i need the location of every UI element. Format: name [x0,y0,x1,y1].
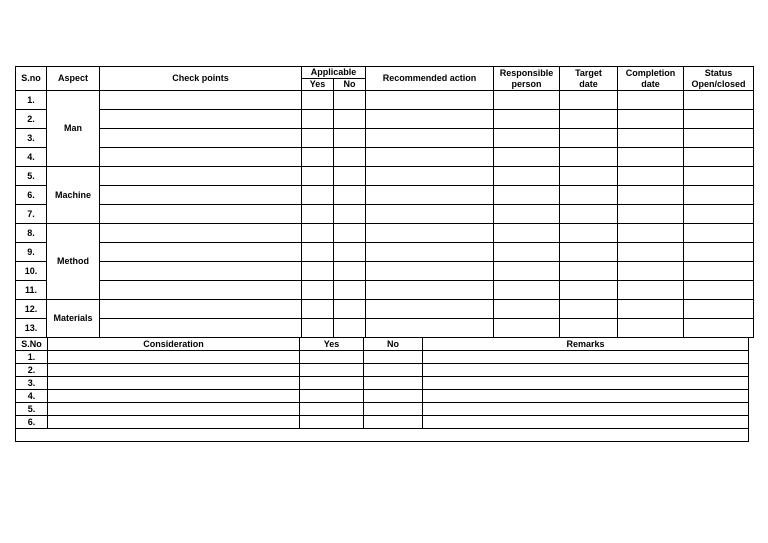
applicable-yes-cell[interactable] [302,262,334,281]
applicable-no-cell[interactable] [334,129,366,148]
consideration-cell[interactable] [48,377,300,390]
check-point-cell[interactable] [100,205,302,224]
completion-date-cell[interactable] [618,224,684,243]
responsible-person-cell[interactable] [494,205,560,224]
row-number: 9. [16,243,47,262]
checklist-table [15,66,754,338]
checklist-row [16,224,754,243]
no-cell[interactable] [364,416,423,429]
applicable-yes-cell[interactable] [302,205,334,224]
checklist-row [16,129,754,148]
recommended-action-cell[interactable] [366,186,494,205]
check-point-cell[interactable] [100,91,302,110]
completion-date-cell[interactable] [618,300,684,319]
status-cell[interactable] [684,91,754,110]
yes-cell[interactable] [300,351,364,364]
target-date-cell[interactable] [560,167,618,186]
consider-header-no: No [364,338,423,351]
yes-cell[interactable] [300,403,364,416]
checklist-row [16,300,754,319]
applicable-yes-cell[interactable] [302,243,334,262]
status-cell[interactable] [684,148,754,167]
checklist-row [16,262,754,281]
consider-header-remarks: Remarks [423,338,749,351]
status-cell[interactable] [684,167,754,186]
footer-cell[interactable] [16,429,749,442]
row-number: 7. [16,205,47,224]
status-cell[interactable] [684,319,754,338]
check-point-cell[interactable] [100,319,302,338]
yes-cell[interactable] [300,390,364,403]
applicable-yes-cell[interactable] [302,129,334,148]
check-point-cell[interactable] [100,243,302,262]
remarks-cell[interactable] [423,390,749,403]
row-number: 4. [16,148,47,167]
completion-date-cell[interactable] [618,91,684,110]
consideration-cell[interactable] [48,351,300,364]
remarks-cell[interactable] [423,364,749,377]
consideration-footer-row [16,429,749,442]
responsible-person-cell[interactable] [494,91,560,110]
consideration-row [16,364,749,377]
row-number: 3. [16,129,47,148]
responsible-person-cell[interactable] [494,129,560,148]
header-applicable-no: No [334,79,366,91]
applicable-no-cell[interactable] [334,91,366,110]
target-date-cell[interactable] [560,129,618,148]
recommended-action-cell[interactable] [366,91,494,110]
header-status-line1: Status [704,67,733,78]
completion-date-cell[interactable] [618,319,684,338]
remarks-cell[interactable] [423,403,749,416]
responsible-person-cell[interactable] [494,148,560,167]
row-number: 11. [16,281,47,300]
check-point-cell[interactable] [100,110,302,129]
target-date-cell[interactable] [560,205,618,224]
applicable-yes-cell[interactable] [302,281,334,300]
consideration-row [16,377,749,390]
recommended-action-cell[interactable] [366,300,494,319]
header-completion-date [618,67,684,91]
applicable-no-cell[interactable] [334,167,366,186]
target-date-cell[interactable] [560,186,618,205]
header-target-line2: date [579,78,598,89]
responsible-person-cell[interactable] [494,243,560,262]
aspect-cell: Machine [47,167,100,224]
completion-date-cell[interactable] [618,129,684,148]
status-cell[interactable] [684,110,754,129]
checklist-row [16,91,754,110]
checklist-row [16,319,754,338]
row-number: 5. [16,403,48,416]
completion-date-cell[interactable] [618,205,684,224]
target-date-cell[interactable] [560,300,618,319]
applicable-yes-cell[interactable] [302,319,334,338]
applicable-no-cell[interactable] [334,281,366,300]
row-number: 12. [16,300,47,319]
status-cell[interactable] [684,224,754,243]
aspect-cell: Materials [47,300,100,338]
header-target-line1: Target [575,67,602,78]
applicable-no-cell[interactable] [334,319,366,338]
target-date-cell[interactable] [560,224,618,243]
row-number: 2. [16,364,48,377]
applicable-yes-cell[interactable] [302,300,334,319]
check-point-cell[interactable] [100,129,302,148]
consider-header-consideration: Consideration [48,338,300,351]
header-responsible-person [494,67,560,91]
recommended-action-cell[interactable] [366,205,494,224]
no-cell[interactable] [364,390,423,403]
status-cell[interactable] [684,186,754,205]
applicable-yes-cell[interactable] [302,110,334,129]
status-cell[interactable] [684,205,754,224]
recommended-action-cell[interactable] [366,262,494,281]
responsible-person-cell[interactable] [494,281,560,300]
row-number: 6. [16,186,47,205]
row-number: 8. [16,224,47,243]
no-cell[interactable] [364,403,423,416]
no-cell[interactable] [364,377,423,390]
target-date-cell[interactable] [560,148,618,167]
checklist-row [16,167,754,186]
checklist-row [16,186,754,205]
header-check-points: Check points [100,67,302,91]
checklist-row [16,205,754,224]
no-cell[interactable] [364,351,423,364]
applicable-no-cell[interactable] [334,186,366,205]
checklist-body [16,91,754,338]
applicable-no-cell[interactable] [334,148,366,167]
consideration-row [16,403,749,416]
header-status-line2: Open/closed [691,78,746,89]
applicable-yes-cell[interactable] [302,186,334,205]
check-point-cell[interactable] [100,186,302,205]
header-recommended-action: Recommended action [366,67,494,91]
target-date-cell[interactable] [560,110,618,129]
consider-header-yes: Yes [300,338,364,351]
status-cell[interactable] [684,129,754,148]
header-applicable: Applicable [302,67,366,79]
check-point-cell[interactable] [100,148,302,167]
applicable-yes-cell[interactable] [302,148,334,167]
applicable-no-cell[interactable] [334,205,366,224]
header-sno: S.no [16,67,47,91]
checklist-row [16,281,754,300]
applicable-no-cell[interactable] [334,224,366,243]
completion-date-cell[interactable] [618,281,684,300]
responsible-person-cell[interactable] [494,300,560,319]
completion-date-cell[interactable] [618,186,684,205]
header-target-date [560,67,618,91]
check-point-cell[interactable] [100,224,302,243]
consideration-row [16,390,749,403]
applicable-yes-cell[interactable] [302,167,334,186]
header-responsible-line1: Responsible [499,67,554,78]
responsible-person-cell[interactable] [494,186,560,205]
row-number: 2. [16,110,47,129]
recommended-action-cell[interactable] [366,129,494,148]
responsible-person-cell[interactable] [494,110,560,129]
completion-date-cell[interactable] [618,110,684,129]
consideration-cell[interactable] [48,416,300,429]
consideration-row [16,416,749,429]
consideration-table [15,337,749,442]
check-point-cell[interactable] [100,262,302,281]
consideration-cell[interactable] [48,403,300,416]
target-date-cell[interactable] [560,281,618,300]
recommended-action-cell[interactable] [366,319,494,338]
aspect-cell: Method [47,224,100,300]
checklist-row [16,148,754,167]
responsible-person-cell[interactable] [494,319,560,338]
recommended-action-cell[interactable] [366,110,494,129]
check-point-cell[interactable] [100,281,302,300]
completion-date-cell[interactable] [618,243,684,262]
applicable-no-cell[interactable] [334,262,366,281]
recommended-action-cell[interactable] [366,167,494,186]
header-completion-line1: Completion [625,67,676,78]
row-number: 3. [16,377,48,390]
completion-date-cell[interactable] [618,148,684,167]
checklist-row [16,243,754,262]
consideration-row [16,351,749,364]
applicable-no-cell[interactable] [334,243,366,262]
status-cell[interactable] [684,262,754,281]
recommended-action-cell[interactable] [366,148,494,167]
row-number: 4. [16,390,48,403]
yes-cell[interactable] [300,364,364,377]
target-date-cell[interactable] [560,262,618,281]
no-cell[interactable] [364,364,423,377]
recommended-action-cell[interactable] [366,224,494,243]
responsible-person-cell[interactable] [494,262,560,281]
check-point-cell[interactable] [100,300,302,319]
header-responsible-line2: person [511,78,542,89]
checklist-row [16,110,754,129]
status-cell[interactable] [684,300,754,319]
applicable-no-cell[interactable] [334,300,366,319]
header-completion-line2: date [641,78,660,89]
header-status [684,67,754,91]
header-aspect: Aspect [47,67,100,91]
remarks-cell[interactable] [423,416,749,429]
target-date-cell[interactable] [560,91,618,110]
row-number: 1. [16,91,47,110]
row-number: 1. [16,351,48,364]
status-cell[interactable] [684,243,754,262]
completion-date-cell[interactable] [618,167,684,186]
recommended-action-cell[interactable] [366,243,494,262]
responsible-person-cell[interactable] [494,224,560,243]
responsible-person-cell[interactable] [494,167,560,186]
yes-cell[interactable] [300,416,364,429]
target-date-cell[interactable] [560,319,618,338]
target-date-cell[interactable] [560,243,618,262]
applicable-yes-cell[interactable] [302,224,334,243]
consider-header-sno: S.No [16,338,48,351]
consideration-body [16,338,749,442]
yes-cell[interactable] [300,377,364,390]
remarks-cell[interactable] [423,377,749,390]
consideration-cell[interactable] [48,364,300,377]
aspect-cell: Man [47,91,100,167]
remarks-cell[interactable] [423,351,749,364]
applicable-yes-cell[interactable] [302,91,334,110]
applicable-no-cell[interactable] [334,110,366,129]
header-applicable-yes: Yes [302,79,334,91]
recommended-action-cell[interactable] [366,281,494,300]
completion-date-cell[interactable] [618,262,684,281]
consideration-cell[interactable] [48,390,300,403]
status-cell[interactable] [684,281,754,300]
row-number: 5. [16,167,47,186]
check-point-cell[interactable] [100,167,302,186]
row-number: 13. [16,319,47,338]
row-number: 10. [16,262,47,281]
row-number: 6. [16,416,48,429]
